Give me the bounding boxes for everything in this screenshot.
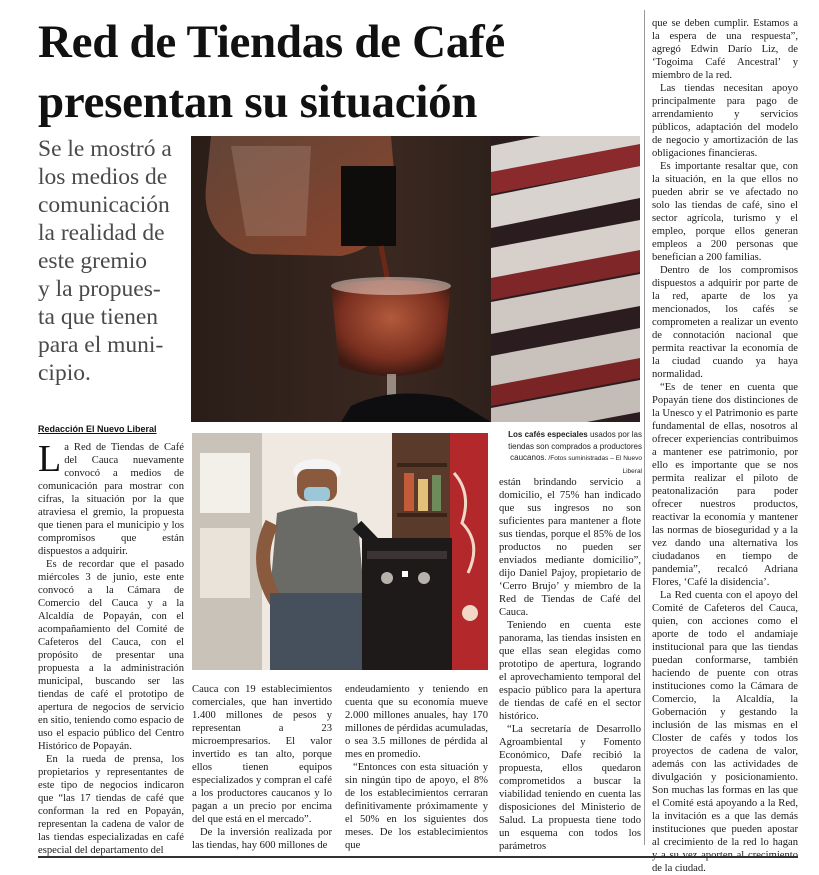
paragraph: endeudamiento y teniendo en cuenta que su economía mueve 2.000 millones anuales, hay 170 millones de pérdidas acumuladas, o sea 3.5 millones de pérdida al mes en promedio. [345,684,488,760]
paragraph: La Red de Tiendas de Café del Cauca nuevamente convocó a medios de comunicación para mostrar con cifras, la situación por la que atraviesa el gremio, la propuesta que tienen para el municipio y los compromisos que están dispuestos a adquirir. [38,438,184,557]
column-divider [644,10,645,845]
subhead-line: cipio. [38,360,91,386]
paragraph: “Entonces con esta situación y sin ningún tipo de apoyo, el 8% de los establecimientos cerraran definitivamente próximamente y el 50% en los siguientes dos meses. De los establecimientos que [345,762,488,851]
article-column-5 [652,17,798,875]
paragraph: En la rueda de prensa, los propietarios y representantes de este tipo de negocios indicaron que “las 17 tiendas de café que conforman la red en Popayán, representan la cadena de valor de las tiendas especializadas en café especial del departamento del [38,754,184,856]
paragraph: Cauca con 19 establecimientos comerciales, que han invertido 1.400 millones de pesos y representan a 23 microempresarios. El valor invertido es tan alto, porque ellos tienen equipos especializados y compran el café a los productores caucanos y lo pagan a un precio por encima del que está en el mercado”. [192,684,332,825]
byline: Redacción El Nuevo Liberal [38,424,157,434]
headline [38,12,638,132]
barista-photo [192,433,488,670]
subhead-line: ta que tienen [38,304,159,330]
paragraph: “La secretaría de Desarrollo Agroambiental y Fomento Económico, Dafe recibió la propuesta, ellos quedaron comprometidos a buscar la viabilidad teniendo en cuenta las disposiciones del Ministerio de Salud. La propuesta tiene todo un esquema con todos los parámetros [499,724,641,852]
coffee-pour-photo [191,136,640,422]
article-column-1 [38,438,184,857]
paragraph: De la inversión realizada por las tiendas, hay 600 millones de [192,827,332,851]
caption-bold: Los cafés especiales [508,430,588,439]
subhead-line: para el muni- [38,332,164,358]
subhead-line: y la propues- [38,276,161,302]
subhead-line: este gremio [38,248,147,274]
caption-credit: /Fotos suministradas – El Nuevo Liberal [546,455,642,475]
subhead-line: comunicación [38,192,170,218]
subhead-line: los medios de [38,164,168,190]
paragraph: Teniendo en cuenta este panorama, las tiendas insisten en que ellas sean elegidas como prototipo de apertura, logrando el aprovechamiento temporal del espacio público para la apertura de tiendas de café en el sector histórico. [499,620,641,722]
paragraph: Es importante resaltar que, con la situación, en la que ellos no pueden abrir se ve afectado no solo las tiendas de café, sino el sector agrícola, turismo y el empleo, porque ellos generan empleos a 200 personas que benefician a 200 familias. [652,161,798,263]
paragraph: La Red cuenta con el apoyo del Comité de Cafeteros del Cauca, quien, con acciones como el aporte de todo el andamiaje institucional para que las tiendas puedan conformarse, también haciendo de puente con otras instituciones como la Cámara de Comercio, la Alcaldía, la Gobernación y gestando la inclusión de las mismas en el Closter de cafés y todos los proyectos de cadena de valor, además con las actividades de divulgación y posicionamiento. Son muchas las formas en las que el Comité está apoyando a la Red, la invitación es a que las demás instituciones que pueden apostar al crecimiento de la red lo hagan de la ciudad. [652,590,798,874]
subhead-line: Se le mostró a [38,136,172,162]
photo-caption [497,429,642,477]
drop-cap: L [38,438,62,480]
bottom-rule [38,856,798,858]
paragraph: que se deben cumplir. Estamos a la espera de una respuesta”, agregó Edwin Darío Liz, de ‘Togoima Café Ancestral’ y miembro de la red. [652,18,798,81]
paragraph: Las tiendas necesitan apoyo principalmente para pago de arrendamiento y servicios públicos, adaptación del modelo de negocio y amortización de las obligaciones financieras. [652,83,798,159]
paragraph: “Es de tener en cuenta que Popayán tiene dos distinciones de la Unesco y el Patrimonio es parte fundamental de ellas, nosotros al ofrecer experiencias contribuimos a mantener ese patrimonio, por ello es importante que se nos permita realizar el piloto de peatonalización para poder ofrecer nuestros productos, reactivar la economía y mantener las normas de bioseguridad y a la vez dando una alternativa los ciudadanos en tiempo de pandemia”, recalcó Adriana Flores, ‘Café la disidencia’. [652,382,798,588]
subheadline [38,135,188,387]
article-column-2 [192,683,332,852]
headline-line-1: Red de Tiendas de Café [38,16,505,68]
article-column-3 [345,683,488,852]
article-column-4 [499,476,641,853]
headline-line-2: presentan su situación [38,76,478,128]
paragraph: Dentro de los compromisos dispuestos a adquirir por parte de la red, aparte de los ya mencionados, los cafés se comprometen a realizar un evento de connotación nacional que permita reactivar la economía de la ciudad cuando ya haya normalidad. [652,265,798,380]
paragraph: Es de recordar que el pasado miércoles 3 de junio, este ente convocó a la Cámara de Comercio del Cauca y a la Alcaldía de Popayán, con el acompañamiento del Comité de Cafeteros del Cauca, con el propósito de presentar una propuesta a la administración municipal, buscando ser las tiendas de café el prototipo de apertura de negocios de servicio en sitio, teniendo como espacio de uso el espacio público del Centro Histórico de Popayán. [38,559,184,752]
paragraph: están brindando servicio a domicilio, el 75% han indicado que sus ingresos no son suficientes para mantener a flote sus tiendas, porque el 85% de los productos no pueden ser enviados mediante domicilio”, dijo Daniel Pajoy, propietario de ‘Cerro Brujo’ y miembro de la Red de Tiendas de Café del Cauca. [499,477,641,618]
subhead-line: la realidad de [38,220,165,246]
caption-text: usados por las tiendas son comprados a productores caucanos. [508,430,642,462]
